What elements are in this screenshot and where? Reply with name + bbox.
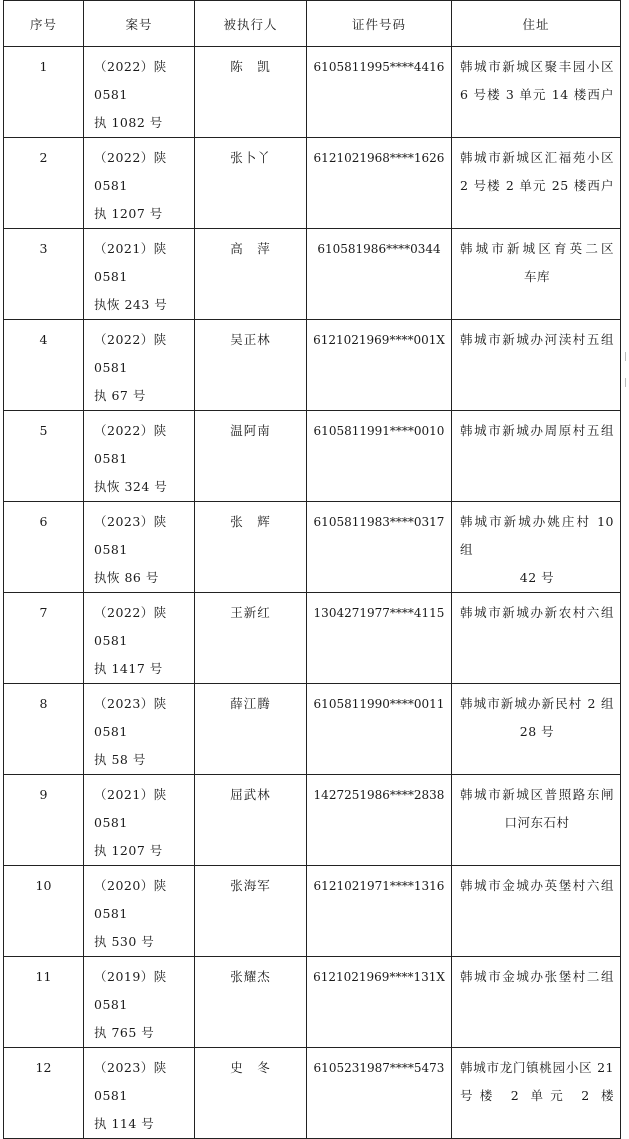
cell-person: 陈 凯 (195, 47, 307, 138)
cell-address (452, 684, 621, 775)
case-no-line: （2023）陕 0581 (94, 1060, 167, 1103)
cell-id-no: 6121021968****1626 (307, 138, 452, 229)
case-no-line: （2022）陕 0581 (94, 332, 167, 375)
cell-seq: 4 (4, 320, 84, 411)
cell-person: 张 辉 (195, 502, 307, 593)
cell-address (452, 502, 621, 593)
case-no-line: 执 58 号 (94, 752, 146, 767)
table-row (4, 138, 621, 229)
table-row (4, 684, 621, 775)
cell-person: 张卜丫 (195, 138, 307, 229)
cell-id-no: 6105231987****5473 (307, 1048, 452, 1139)
address-line: 口河东石村 (504, 815, 570, 830)
header-id-no: 证件号码 (307, 1, 452, 47)
address-line: 韩城市新城办姚庄村 10 组 (460, 514, 614, 557)
cell-id-no: 6105811991****0010 (307, 411, 452, 502)
cell-seq: 2 (4, 138, 84, 229)
case-no-line: （2019）陕 0581 (94, 969, 167, 1012)
cell-id-no: 6121021971****1316 (307, 866, 452, 957)
case-no-line: 执 114 号 (94, 1116, 155, 1131)
cell-person: 吴正林 (195, 320, 307, 411)
cell-case-no (84, 411, 195, 502)
cell-seq: 9 (4, 775, 84, 866)
table-row (4, 1048, 621, 1139)
cell-case-no (84, 1048, 195, 1139)
cell-seq: 5 (4, 411, 84, 502)
cell-case-no (84, 229, 195, 320)
table-row (4, 502, 621, 593)
cell-seq: 3 (4, 229, 84, 320)
cell-case-no (84, 866, 195, 957)
cell-id-no: 1427251986****2838 (307, 775, 452, 866)
case-no-line: 执 1082 号 (94, 115, 163, 130)
cell-id-no: 1304271977****4115 (307, 593, 452, 684)
header-seq: 序号 (4, 1, 84, 47)
table-body (4, 47, 621, 1139)
cell-person: 温阿南 (195, 411, 307, 502)
address-line: 28 号 (519, 724, 555, 739)
address-line: 韩城市新城区聚丰园小区 (460, 59, 614, 74)
cell-id-no: 6105811990****0011 (307, 684, 452, 775)
cell-seq: 6 (4, 502, 84, 593)
case-no-line: 执 1207 号 (94, 843, 163, 858)
address-line: 号楼 2 单元 2 楼 (460, 1088, 614, 1103)
case-no-line: （2020）陕 0581 (94, 878, 167, 921)
case-no-line: （2022）陕 0581 (94, 605, 167, 648)
cell-case-no (84, 775, 195, 866)
cell-address (452, 593, 621, 684)
case-no-line: （2021）陕 0581 (94, 241, 167, 284)
cell-address (452, 229, 621, 320)
cell-address (452, 320, 621, 411)
case-no-line: 执恢 86 号 (94, 570, 159, 585)
address-line: 韩城市龙门镇桃园小区 21 (460, 1060, 614, 1075)
address-line: 韩城市新城区育英二区 (460, 241, 614, 256)
cell-person: 薛江腾 (195, 684, 307, 775)
cell-person: 张耀杰 (195, 957, 307, 1048)
case-no-line: 执恢 324 号 (94, 479, 168, 494)
address-line: 韩城市新城区普照路东闸 (460, 787, 614, 802)
case-no-line: （2023）陕 0581 (94, 696, 167, 739)
table-row (4, 47, 621, 138)
cell-address (452, 775, 621, 866)
case-no-line: （2022）陕 0581 (94, 59, 167, 102)
address-line: 2 号楼 2 单元 25 楼西户 (460, 178, 614, 193)
cell-address (452, 47, 621, 138)
cell-case-no (84, 138, 195, 229)
cell-id-no: 6121021969****001X (307, 320, 452, 411)
header-row (4, 1, 621, 47)
cell-case-no (84, 320, 195, 411)
scan-edge-mark (625, 352, 626, 361)
cell-seq: 7 (4, 593, 84, 684)
cell-address (452, 411, 621, 502)
case-no-line: （2022）陕 0581 (94, 150, 167, 193)
header-address: 住址 (452, 1, 621, 47)
scan-edge-mark (625, 378, 626, 387)
cell-case-no (84, 593, 195, 684)
address-line: 42 号 (519, 570, 555, 585)
table-row (4, 775, 621, 866)
cell-id-no: 6105811995****4416 (307, 47, 452, 138)
cell-id-no: 610581986****0344 (307, 229, 452, 320)
table-row (4, 957, 621, 1048)
cell-case-no (84, 684, 195, 775)
table-row (4, 320, 621, 411)
cell-person: 王新红 (195, 593, 307, 684)
address-line: 车库 (523, 269, 550, 284)
table-row (4, 866, 621, 957)
cell-case-no (84, 502, 195, 593)
cell-seq: 10 (4, 866, 84, 957)
address-line: 韩城市新城办新农村六组 (460, 605, 614, 620)
address-line: 韩城市金城办英堡村六组 (460, 878, 614, 893)
case-no-line: （2023）陕 0581 (94, 514, 167, 557)
cell-case-no (84, 957, 195, 1048)
cell-case-no (84, 47, 195, 138)
cell-person: 史 冬 (195, 1048, 307, 1139)
cell-id-no: 6121021969****131X (307, 957, 452, 1048)
cell-address (452, 957, 621, 1048)
address-line: 韩城市新城办周原村五组 (460, 423, 614, 438)
header-case-no: 案号 (84, 1, 195, 47)
cell-person: 高 萍 (195, 229, 307, 320)
case-no-line: 执 67 号 (94, 388, 146, 403)
address-line: 韩城市新城办新民村 2 组 (460, 696, 614, 711)
address-line: 6 号楼 3 单元 14 楼西户 (460, 87, 614, 102)
case-no-line: 执 1417 号 (94, 661, 163, 676)
cell-address (452, 138, 621, 229)
enforcement-roster-table (3, 0, 621, 1139)
case-no-line: 执 1207 号 (94, 206, 163, 221)
table-row (4, 593, 621, 684)
table-row (4, 411, 621, 502)
cell-seq: 11 (4, 957, 84, 1048)
case-no-line: 执恢 243 号 (94, 297, 168, 312)
case-no-line: 执 765 号 (94, 1025, 155, 1040)
cell-seq: 12 (4, 1048, 84, 1139)
address-line: 韩城市金城办张堡村二组 (460, 969, 614, 984)
address-line: 韩城市新城办河渎村五组 (460, 332, 614, 347)
case-no-line: 执 530 号 (94, 934, 155, 949)
cell-address (452, 1048, 621, 1139)
case-no-line: （2021）陕 0581 (94, 787, 167, 830)
address-line: 韩城市新城区汇福苑小区 (460, 150, 614, 165)
cell-person: 屈武林 (195, 775, 307, 866)
case-no-line: （2022）陕 0581 (94, 423, 167, 466)
cell-address (452, 866, 621, 957)
cell-id-no: 6105811983****0317 (307, 502, 452, 593)
cell-seq: 8 (4, 684, 84, 775)
cell-seq: 1 (4, 47, 84, 138)
header-person: 被执行人 (195, 1, 307, 47)
cell-person: 张海军 (195, 866, 307, 957)
table-row (4, 229, 621, 320)
